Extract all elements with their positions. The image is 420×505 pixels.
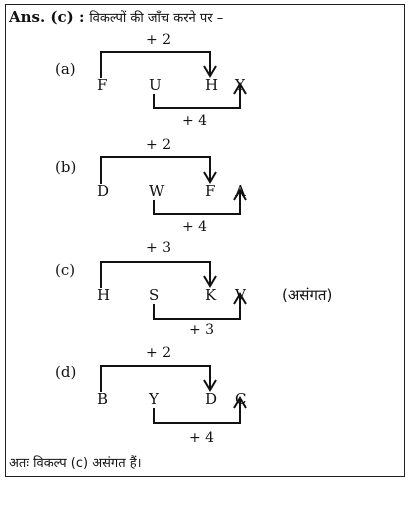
letter-2: W	[149, 182, 165, 200]
inconsistent-note: (असंगत)	[282, 286, 333, 304]
letter-1: D	[97, 182, 110, 200]
bottom-increment: + 3	[189, 322, 215, 338]
bottom-increment: + 4	[182, 219, 208, 235]
bottom-arrow-a	[154, 86, 240, 108]
bottom-increment: + 4	[189, 430, 215, 446]
bottom-increment: + 4	[182, 113, 208, 129]
letter-2: U	[149, 76, 162, 94]
letter-2: S	[149, 286, 160, 304]
letter-1: H	[97, 286, 111, 304]
top-increment: + 2	[146, 137, 172, 153]
letter-4: Y	[235, 76, 245, 94]
letter-3: H	[205, 76, 219, 94]
top-increment: + 2	[146, 345, 172, 361]
letter-3: F	[205, 182, 216, 200]
letter-3: K	[205, 286, 217, 304]
top-arrow-a	[101, 52, 210, 78]
letter-4: C	[235, 390, 247, 408]
letter-1: B	[97, 390, 109, 408]
top-increment: + 3	[146, 240, 172, 256]
letter-3: D	[205, 390, 218, 408]
top-increment: + 2	[146, 32, 172, 48]
option-label: (a)	[55, 60, 76, 78]
letter-4: V	[235, 286, 246, 304]
letter-2: Y	[149, 390, 159, 408]
answer-label: Ans. (c) :	[9, 8, 85, 26]
option-label: (b)	[55, 158, 77, 176]
bottom-arrow-c	[154, 296, 240, 319]
bottom-arrow-b	[154, 192, 240, 214]
answer-intro: विकल्पों की जाँच करने पर –	[89, 11, 224, 26]
top-arrow-b	[101, 157, 210, 184]
top-arrow-c	[101, 262, 210, 288]
top-arrow-d	[101, 366, 210, 392]
option-label: (d)	[55, 363, 77, 381]
option-label: (c)	[55, 261, 76, 279]
letter-1: F	[97, 76, 108, 94]
bottom-arrow-d	[154, 400, 240, 423]
letter-4: A	[235, 182, 246, 200]
conclusion: अतः विकल्प (c) असंगत हैं।	[9, 456, 142, 471]
